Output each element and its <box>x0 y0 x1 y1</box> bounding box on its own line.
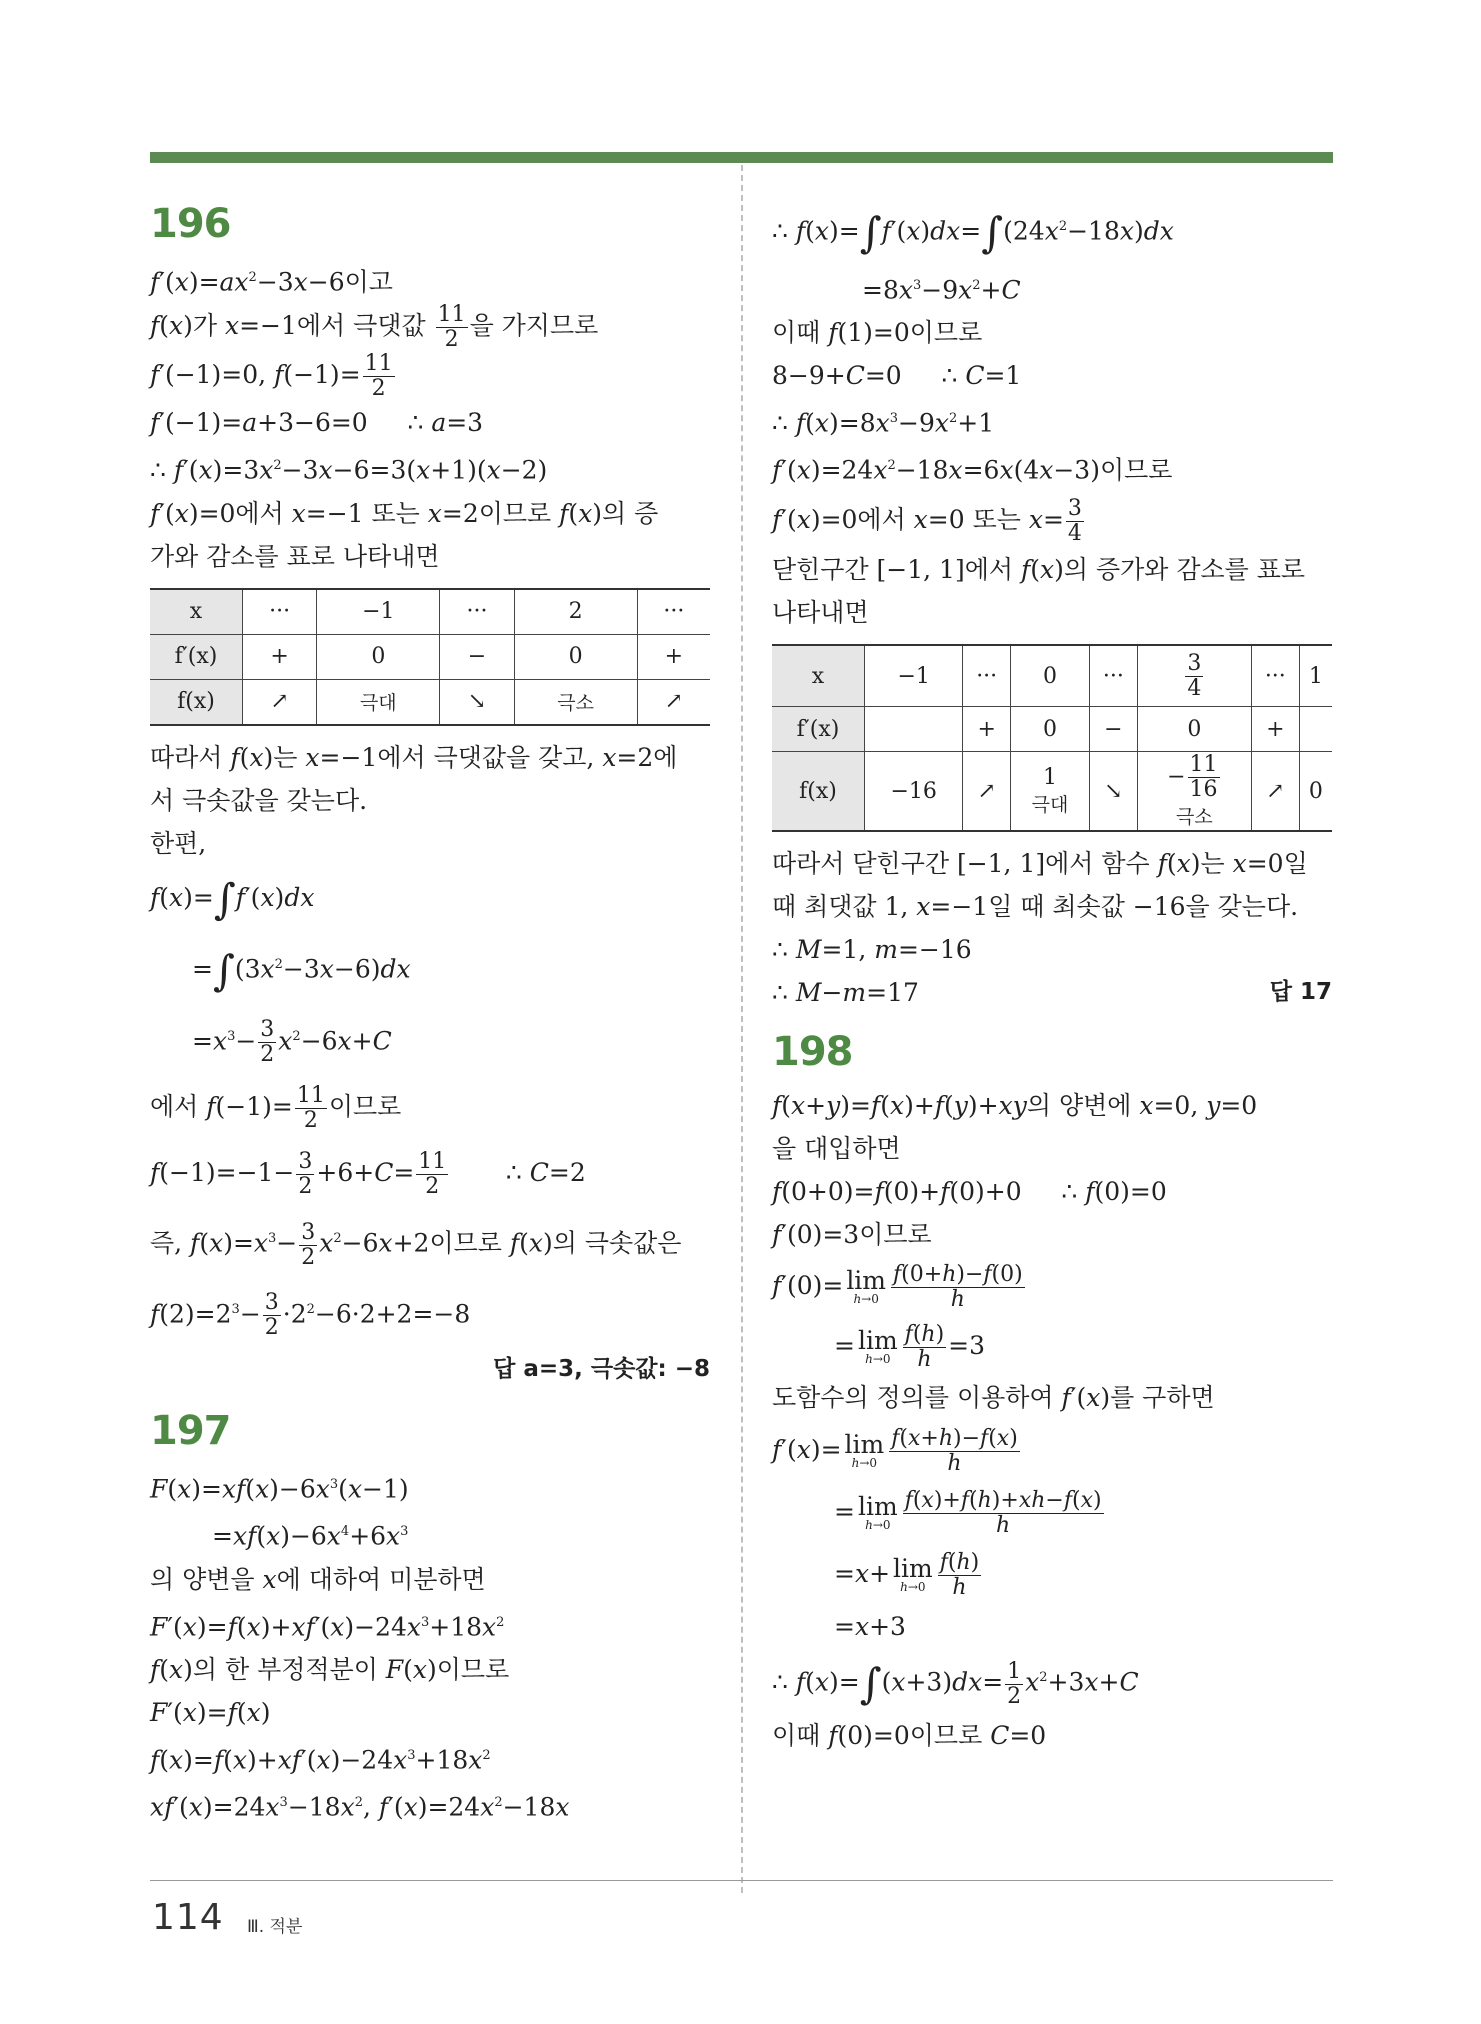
table-cell: −1 <box>317 589 440 635</box>
solution-line: ∴ f(x)=∫(x+3)dx= $\frac{1}{2}$ $x^2+3x+C$ <box>772 1658 1139 1709</box>
table-cell <box>1299 707 1332 752</box>
solution-line: $f(x)=f(x)+xf'(x)-24x^3+18x^2$ <box>150 1745 491 1775</box>
solution-line: $xf'(x)=24x^3-18x^2$, $f'(x)=24x^2-18x$ <box>150 1792 570 1822</box>
sign-table-196 <box>150 588 710 726</box>
section-label: Ⅲ. 적분 <box>247 1917 303 1937</box>
cell-value: 1 <box>1043 765 1058 791</box>
solution-line: 나타내면 <box>772 597 869 627</box>
solution-line: 즉, $f(x)=x^3-$ $\frac{3}{2}$ $x^2-6x+2$이므로 f(x)의 극솟값은 <box>150 1219 682 1270</box>
table-cell: x <box>150 589 243 635</box>
table-cell: 극소 <box>514 679 637 725</box>
solution-line: f(x)=∫f′(x)dx <box>150 874 315 924</box>
solution-line: f(x+y)=f(x)+f(y)+xy의 양변에 x=0, y=0 <box>772 1091 1258 1121</box>
solution-line: ∴ $f(x)=\int f'(x)dx=\int(24x^2-18x)dx$ <box>772 207 1174 257</box>
solution-line: 이때 f(0)=0이므로 C=0 <box>772 1721 1047 1751</box>
table-cell: ··· <box>243 589 317 635</box>
page-number: 114 <box>152 1897 224 1938</box>
column-divider <box>741 165 743 1893</box>
table-cell: ↗ <box>1251 752 1299 832</box>
problem-number-197: 197 <box>150 1407 231 1454</box>
table-cell: ↘ <box>1090 752 1138 832</box>
solution-line: ∴ M−m=17 답 17 <box>772 971 1332 1014</box>
table-cell: 극대 <box>317 679 440 725</box>
problem-number-198: 198 <box>772 1029 853 1076</box>
solution-line: ∴ M=1, m=−16 <box>772 935 972 965</box>
table-cell: 0 <box>1011 645 1090 707</box>
header-bar <box>150 152 1333 163</box>
table-cell: ↗ <box>243 679 317 725</box>
solution-line: F′(x)=f(x) <box>150 1697 271 1727</box>
table-cell: ··· <box>440 589 514 635</box>
table-cell <box>1011 752 1090 832</box>
table-cell: $\frac{3}{4}$ <box>1137 645 1251 707</box>
solution-line: ∴ $f(x)=8x^3-9x^2+1$ <box>772 408 995 438</box>
table-cell: − <box>1090 707 1138 752</box>
table-cell: 0 <box>317 634 440 679</box>
solution-line: $=8x^3-9x^2+C$ <box>862 275 1021 305</box>
solution-line: $=x^3-$ $\frac{3}{2}$ $x^2-6x+C$ <box>192 1017 392 1068</box>
right-column <box>772 196 1332 1757</box>
sign-table-197 <box>772 644 1332 833</box>
table-cell: ↘ <box>440 679 514 725</box>
solution-line: 닫힌구간 [−1, 1]에서 f(x)의 증가와 감소를 표로 <box>772 554 1306 584</box>
table-cell: 0 <box>1137 707 1251 752</box>
solution-line: $F(x)=xf(x)-6x^3(x-1)$ <box>150 1474 409 1504</box>
left-column <box>150 200 710 1829</box>
table-cell: ··· <box>1090 645 1138 707</box>
solution-line: ∴ $f'(x)=3x^2-3x-6=3(x+1)(x-2)$ <box>150 455 548 485</box>
table-cell: + <box>637 634 710 679</box>
solution-line: 가와 감소를 표로 나타내면 <box>150 541 440 571</box>
table-cell: + <box>243 634 317 679</box>
table-cell: f′(x) <box>150 634 243 679</box>
table-cell: ↗ <box>637 679 710 725</box>
table-cell: 2 <box>514 589 637 635</box>
table-cell: ··· <box>637 589 710 635</box>
solution-line: f′(x)=0에서 x=−1 또는 x=2이므로 f(x)의 증 <box>150 498 659 528</box>
table-cell: x <box>772 645 865 707</box>
table-cell: f(x) <box>772 752 865 832</box>
solution-line: $=xf(x)-6x^4+6x^3$ <box>212 1521 409 1551</box>
cell-label: 극대 <box>1031 794 1069 817</box>
footer-rule <box>150 1880 1333 1881</box>
solution-line: $f'(x)=24x^2-18x=6x(4x-3)$이므로 <box>772 455 1173 485</box>
table-cell <box>865 707 963 752</box>
solution-line: f(x)의 한 부정적분이 F(x)이므로 <box>150 1654 510 1684</box>
table-cell: ··· <box>963 645 1011 707</box>
table-cell: + <box>963 707 1011 752</box>
solution-line: $f(2)=2^3-$ $\frac{3}{2}$ $\cdot 2^2-6\cdot 2+2=-8$ <box>150 1289 471 1340</box>
solution-line: f(x)가 x=−1에서 극댓값 $\frac{11}{2}$ 을 가지므로 <box>150 302 599 353</box>
solution-line: f′(0)= lim h→0 $\frac{f(0+h)-f(0)}{h}$ <box>772 1262 1023 1313</box>
table-cell: 1 <box>1299 645 1332 707</box>
table-cell: 0 <box>514 634 637 679</box>
solution-line: $f'(x)=ax^2-3x-6$이고 <box>150 267 393 297</box>
answer-196: 답 a=3, 극솟값: −8 <box>493 1355 710 1382</box>
answer-197: 답 17 <box>1269 979 1332 1006</box>
table-cell: f(x) <box>150 679 243 725</box>
solution-line: 따라서 f(x)는 x=−1에서 극댓값을 갖고, x=2에 <box>150 742 678 772</box>
table-cell: f′(x) <box>772 707 865 752</box>
table-cell: + <box>1251 707 1299 752</box>
solution-line: = lim h→0 $\frac{f(h)}{h}$ =3 <box>834 1322 986 1373</box>
table-cell: ··· <box>1251 645 1299 707</box>
solution-line: f(−1)=−1− $\frac{3}{2}$ +6+C= $\frac{11}{2}$ ∴ C=2 <box>150 1149 586 1200</box>
solution-line: $F'(x)=f(x)+xf'(x)-24x^3+18x^2$ <box>150 1611 505 1641</box>
solution-line: f(0+0)=f(0)+f(0)+0 ∴ f(0)=0 <box>772 1177 1167 1207</box>
solution-line: 도함수의 정의를 이용하여 f′(x)를 구하면 <box>772 1383 1215 1413</box>
solution-line: 한편, <box>150 828 207 858</box>
solution-line: f′(−1)=a+3−6=0 ∴ a=3 <box>150 408 484 438</box>
table-cell: −1 <box>865 645 963 707</box>
solution-line: 때 최댓값 1, x=−1일 때 최솟값 −16을 갖는다. <box>772 892 1299 922</box>
solution-line: = lim h→0 $\frac{f(x)+f(h)+xh-f(x)}{h}$ <box>834 1488 1102 1539</box>
table-cell: 0 <box>1299 752 1332 832</box>
solution-line: f′(x)= lim h→0 $\frac{f(x+h)-f(x)}{h}$ <box>772 1426 1018 1477</box>
solution-line: 따라서 닫힌구간 [−1, 1]에서 함수 f(x)는 x=0일 <box>772 849 1308 879</box>
solution-line: $=\int(3x^2-3x-6)dx$ <box>192 945 411 995</box>
solution-line: =x+3 <box>834 1612 906 1642</box>
solution-line: 서 극솟값을 갖는다. <box>150 785 368 815</box>
solution-line: 에서 f(−1)= $\frac{11}{2}$ 이므로 <box>150 1083 402 1134</box>
solution-line: =x+ lim h→0 $\frac{f(h)}{h}$ <box>834 1550 980 1601</box>
table-cell: ↗ <box>963 752 1011 832</box>
solution-line: 이때 f(1)=0이므로 <box>772 318 983 348</box>
table-cell: −16 <box>865 752 963 832</box>
solution-line: 8−9+C=0 ∴ C=1 <box>772 361 1022 391</box>
solution-line: f′(−1)=0, f(−1)= $\frac{11}{2}$ <box>150 351 393 402</box>
table-cell: 0 <box>1011 707 1090 752</box>
problem-number-196: 196 <box>150 201 231 247</box>
table-cell: − <box>440 634 514 679</box>
solution-line: 을 대입하면 <box>772 1134 901 1164</box>
solution-line: f′(x)=0에서 x=0 또는 x= $\frac{3}{4}$ <box>772 495 1082 546</box>
table-cell: − $\frac{11}{16}$ 극소 <box>1137 752 1251 832</box>
solution-line: f′(0)=3이므로 <box>772 1220 932 1250</box>
solution-line: 의 양변을 x에 대하여 미분하면 <box>150 1564 486 1594</box>
cell-label: 극소 <box>1175 806 1213 829</box>
